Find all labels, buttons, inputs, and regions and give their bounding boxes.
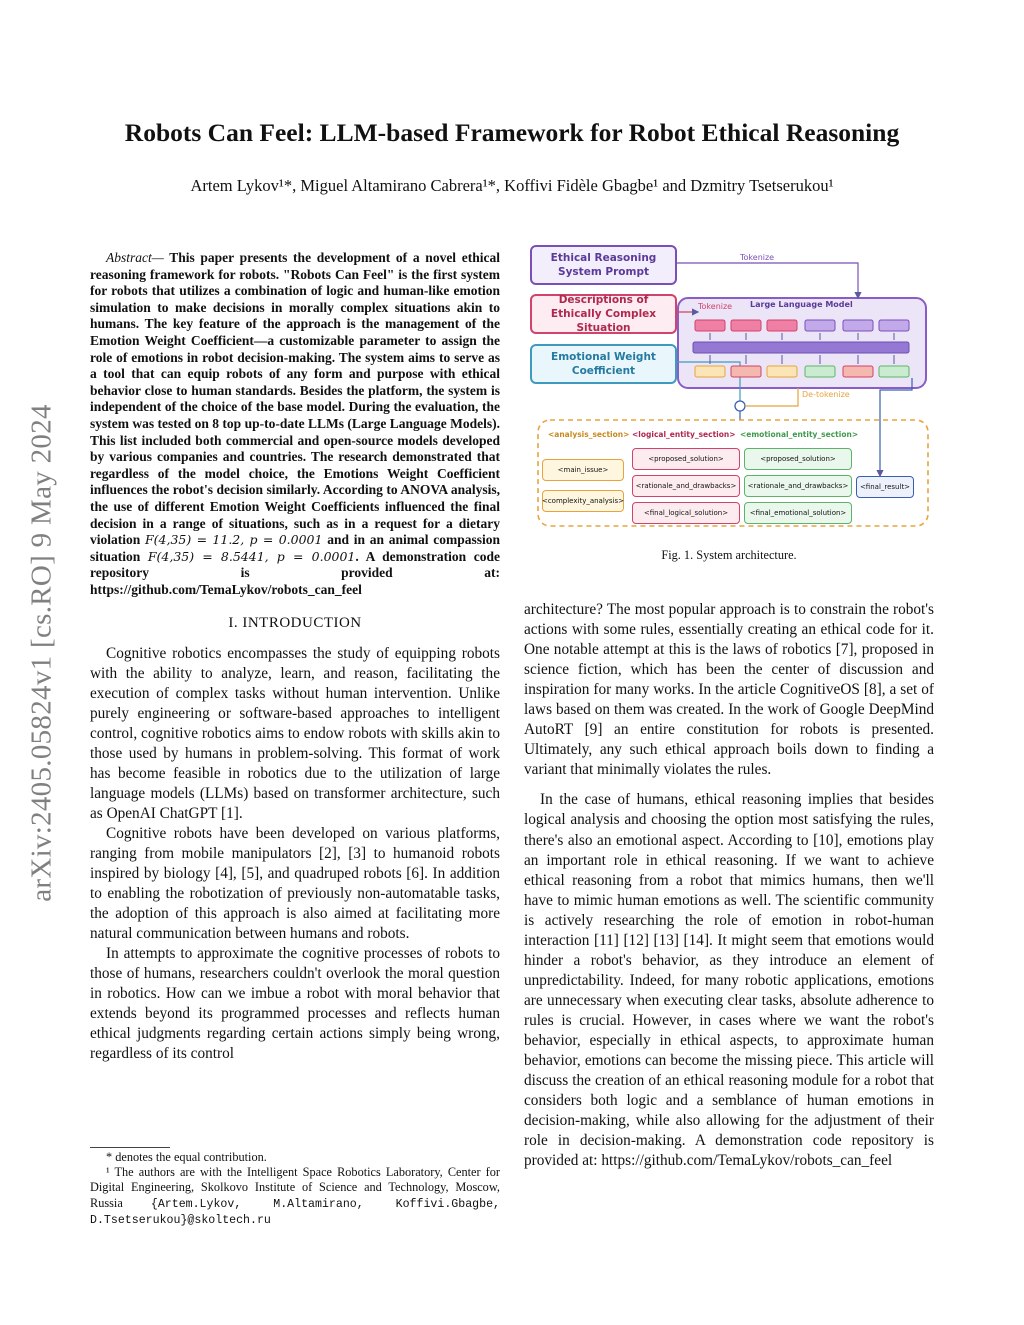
transformer-layer [693,342,909,353]
abstract-text-1: This paper presents the development of a novel ethical reasoning framework for robots. "Robots Can Feel" is the first system for robots that utilizes a combination of logic and human-like emotion simulation to make decisions in morally complex situations akin to humans. The key feature of the approach is the management of the Emotion Weight Coefficient—a customizable parameter to assign the role of emotions in robot decision-making. The system aims to serve as a tool that can equip robots of any form and purpose with ethical behavior close to human standards. Besides the platform, the system is independent of the choice of the base model. During the evaluation, the system was tested on 8 top up-to-date LLMs (Large Language Models). This list included both commercial and open-source models developed by various companies and countries. The research demonstrated that regardless of the model choice, the Emotions Weight Coefficient influences the robot's decision similarly. According to ANOVA analysis, the use of different Emotion Weight Coefficients influenced the final decision in a range of situations, such as in a request for a dietary violation [90,250,500,548]
abstract-lead: Abstract— [106,250,164,265]
detokenize-line [745,388,798,406]
intro-paragraph-2: Cognitive robots have been developed on various platforms, ranging from mobile manipulators [2], [3] to humanoid robots inspired by biology [4], [5], and quadruped robots [6]. In addition to enabling the robotization of previously non-automatable tasks, the adoption of this approach is also aimed at facilitating more natural communication between humans and robots. [90,824,500,943]
emotional-section-label: <emotional_entity_section> [740,430,859,439]
section-heading-introduction: I. INTRODUCTION [228,615,362,632]
abstract [90,250,500,598]
logical-section-label: <logical_entity_section> [632,430,736,439]
abstract-stat-2: F(4,35) = 8.5441, p = 0.0001 [147,548,356,564]
system-prompt-box: Ethical Reasoning System Prompt [530,245,677,285]
intro-paragraph-4: In the case of humans, ethical reasoning implies that besides logical analysis and choosing the option most satisfying the rules, there's also an emotional aspect. According to [10], emotions play an important role in ethical reasoning. If we want to achieve ethical reasoning from a robot that mimics humans, then we'll have to mimic human emotions as well. The scientific community is actively researching the role of emotion in robot-human interaction [11] [12] [13] [14]. It might seem that emotions would hinder a robot's behavior, as they introduce an element of unpredictability. Indeed, for many robotic applications, emotions are unnecessary when executing clear tasks, absolute adherence to rules is crucial. However, in cases where we want the robot's behavior, especially in ethical aspects, to approximate human behavior, emotions can become the missing piece. This article will discuss the creation of an ethical reasoning module for a robot that considers both logic and a semblance of human emotions in decision-making, while also allowing for the adjustment of their role in decision-making. A demonstration code repository is provided at: https://github.com/TemaLykov/robots_can_feel [524,791,934,1170]
tokenize-arrow-1 [675,263,858,298]
intro-paragraph-1: Cognitive robotics encompasses the study of equipping robots with the ability to analyze, learn, and reason, facilitating the execution of complex tasks without human intervention. Unlike purely engineering or software-based approaches to intelligent control, cognitive robotics aims to endow robots with skills akin to those used by humans in problem-solving. This format of work has become feasible in robotics due to the utilization of large language models (LLMs) based on transformer architecture, such as OpenAI ChatGPT [1]. [90,644,500,822]
final-emotional-box: <final_emotional_solution> [744,502,852,524]
proposed-solution-logical-box: <proposed_solution> [632,448,740,470]
right-column [524,600,934,1171]
tokenize-label-2: Tokenize [698,302,733,311]
final-result-arrow [880,378,912,476]
arxiv-id: arXiv:2405.05824v1 [cs.RO] 9 May 2024 [25,403,58,902]
detokenize-label: De-tokenize [802,390,850,399]
paper-authors: Artem Lykov¹*, Miguel Altamirano Cabrera¹*, Koffivi Fidèle Gbagbe¹ and Dzmitry Tsetserukou¹ [190,176,834,195]
rationale-logical-box: <rationale_and_drawbacks> [632,475,740,497]
main-issue-box: <main_issue> [542,459,624,481]
complexity-analysis-box: <complexity_analysis> [542,490,624,512]
footnotes [90,1150,500,1228]
abstract-text-3: . A demonstration code repository is provided at: https://github.com/TemaLykov/robots_can_feel [90,548,500,597]
author-emails: {Artem.Lykov, M.Altamirano, Koffivi.Gbagbe, D.Tsetserukou}@skoltech.ru [90,1197,500,1227]
paper-title: Robots Can Feel: LLM-based Framework for Robot Ethical Reasoning [124,118,900,147]
figure-caption: Fig. 1. System architecture. [661,548,797,562]
system-architecture-figure [528,240,938,530]
abstract-stat-1: F(4,35) = 11.2, p = 0.0001 [145,532,323,548]
analysis-section-label: <analysis_section> [548,430,630,439]
footnote-rule [90,1147,170,1148]
tokenize-label-1: Tokenize [740,253,775,262]
left-column [90,250,500,1065]
final-logical-box: <final_logical_solution> [632,502,740,524]
abstract-text-2: and in an animal compassion situation [90,532,500,564]
merge-node [735,401,745,411]
arxiv-sidebar [22,345,62,960]
final-result-box: <final_result> [856,476,914,498]
intro-paragraph-3-continued: architecture? The most popular approach is to constrain the robot's actions with some rules, essentially creating an ethical code for it. One notable attempt at this is the laws of robotics [7], proposed in science fiction, which has been the center of discussion and inspiration for many works. In the article CognitiveOS [8], a set of laws based on them was created. In the work of Google DeepMind AutoRT [9] an entire constitution for robots is presented. Ultimately, any such ethical approach boils down to finding a variant that minimally violates the rules. [524,601,934,779]
proposed-solution-emotional-box: <proposed_solution> [744,448,852,470]
llm-label: Large Language Model [750,300,853,309]
footnote-affiliation: ¹ The authors are with the Intelligent Space Robotics Laboratory, Center for Digital Engineering, Skolkovo Institute of Science and Technology, Moscow, Russia {Artem.Lykov, M.Altamirano, Koffivi.Gbagbe, D.Tsetserukou}@skoltech.ru [90,1165,500,1227]
situation-description-box: Descriptions of Ethically Complex Situation [530,294,677,334]
rationale-emotional-box: <rationale_and_drawbacks> [744,475,852,497]
emotional-weight-box: Emotional Weight Coefficient [530,344,677,384]
footnote-equal-contribution: * denotes the equal contribution. [106,1150,267,1164]
intro-paragraph-3: In attempts to approximate the cognitive processes of robots to those of humans, researchers couldn't overlook the moral question in robotics. How can we imbue a robot with moral behavior that extends beyond its programmed processes and reflects human ethical judgments regarding certain actions simply being wrong, regardless of its control [90,945,500,1063]
